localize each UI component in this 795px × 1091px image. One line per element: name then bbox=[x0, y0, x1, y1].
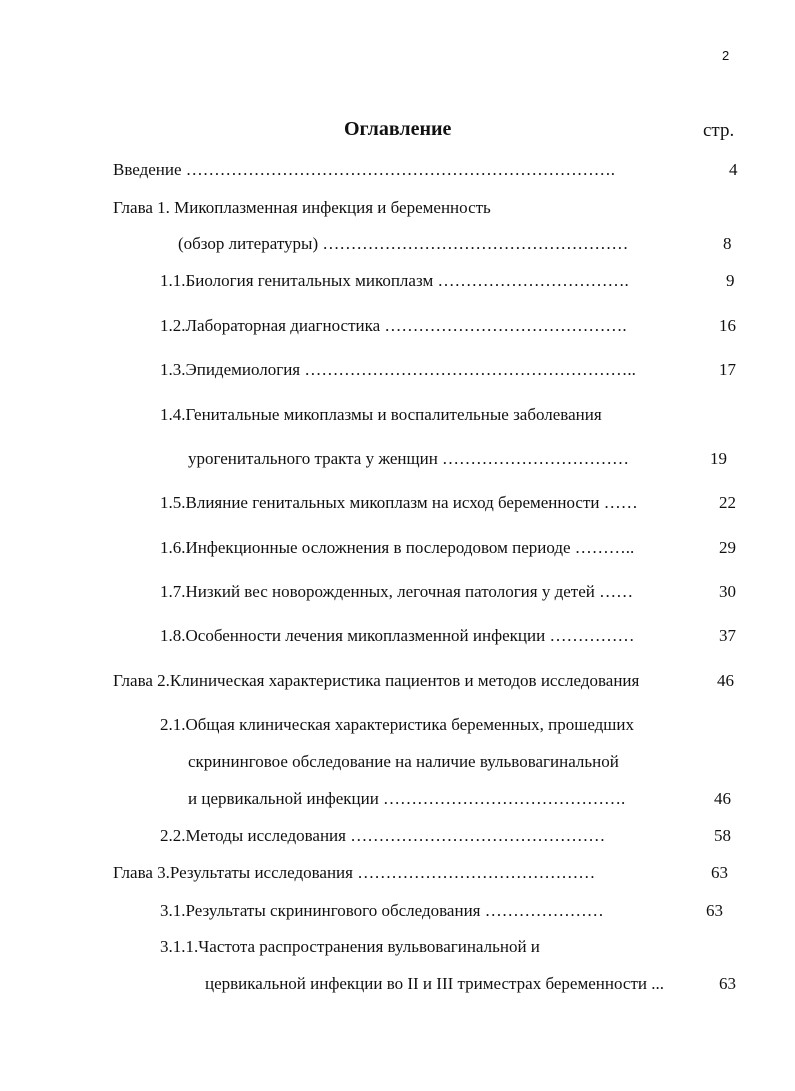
toc-entry-section-1-7: 1.7.Низкий вес новорожденных, легочная патология у детей …… bbox=[160, 582, 634, 601]
toc-entry-section-2-2: 2.2.Методы исследования ……………………………………… bbox=[160, 826, 606, 845]
toc-entry-page: 16 bbox=[719, 316, 736, 335]
toc-entry-section-1-5: 1.5.Влияние генитальных микоплазм на исход беременности …… bbox=[160, 493, 638, 512]
toc-entry-section-3-1: 3.1.Результаты скринингового обследования ………………… bbox=[160, 901, 604, 920]
toc-entry-introduction: Введение …………………………………………………………………. bbox=[113, 160, 616, 179]
toc-entry-section-1-2: 1.2.Лабораторная диагностика ……………………………………. bbox=[160, 316, 627, 335]
toc-entry-section-1-1: 1.1.Биология генитальных микоплазм ……………………………. bbox=[160, 271, 629, 290]
toc-entry-section-2-1-continued: скрининговое обследование на наличие вульвовагинальной bbox=[188, 752, 619, 771]
toc-entry-page: 63 bbox=[711, 863, 728, 882]
toc-title: Оглавление bbox=[344, 118, 452, 140]
toc-entry-chapter-2: Глава 2.Клиническая характеристика пациентов и методов исследования bbox=[113, 671, 640, 690]
toc-entry-chapter-1-continued: (обзор литературы) ……………………………………………… bbox=[178, 234, 629, 253]
toc-entry-section-1-4: 1.4.Генитальные микоплазмы и воспалительные заболевания bbox=[160, 405, 602, 424]
toc-entry-page: 29 bbox=[719, 538, 736, 557]
toc-entry-page: 63 bbox=[719, 974, 736, 993]
toc-entry-page: 17 bbox=[719, 360, 736, 379]
page-number: 2 bbox=[722, 48, 730, 63]
toc-entry-page: 19 bbox=[710, 449, 727, 468]
toc-entry-page: 30 bbox=[719, 582, 736, 601]
toc-entry-page: 8 bbox=[723, 234, 732, 253]
toc-entry-section-2-1-continued: и цервикальной инфекции ……………………………………. bbox=[188, 789, 626, 808]
toc-entry-section-1-8: 1.8.Особенности лечения микоплазменной инфекции …………… bbox=[160, 626, 635, 645]
toc-entry-page: 46 bbox=[717, 671, 734, 690]
toc-entry-section-2-1: 2.1.Общая клиническая характеристика беременных, прошедших bbox=[160, 715, 634, 734]
toc-entry-page: 58 bbox=[714, 826, 731, 845]
toc-entry-chapter-1: Глава 1. Микоплазменная инфекция и беременность bbox=[113, 198, 491, 217]
toc-page-column-label: стр. bbox=[703, 120, 735, 141]
toc-entry-section-1-6: 1.6.Инфекционные осложнения в послеродовом периоде ……….. bbox=[160, 538, 635, 557]
toc-entry-page: 22 bbox=[719, 493, 736, 512]
toc-entry-section-3-1-1-continued: цервикальной инфекции во II и III триместрах беременности ... bbox=[205, 974, 664, 993]
toc-entry-page: 9 bbox=[726, 271, 735, 290]
toc-entry-page: 37 bbox=[719, 626, 736, 645]
toc-entry-section-1-3: 1.3.Эпидемиология ………………………………………………….. bbox=[160, 360, 636, 379]
toc-entry-page: 63 bbox=[706, 901, 723, 920]
toc-entry-page: 46 bbox=[714, 789, 731, 808]
toc-entry-page: 4 bbox=[729, 160, 738, 179]
toc-entry-section-3-1-1: 3.1.1.Частота распространения вульвовагинальной и bbox=[160, 937, 540, 956]
toc-entry-section-1-4-continued: урогенитального тракта у женщин …………………………… bbox=[188, 449, 630, 468]
toc-entry-chapter-3: Глава 3.Результаты исследования …………………………………… bbox=[113, 863, 596, 882]
